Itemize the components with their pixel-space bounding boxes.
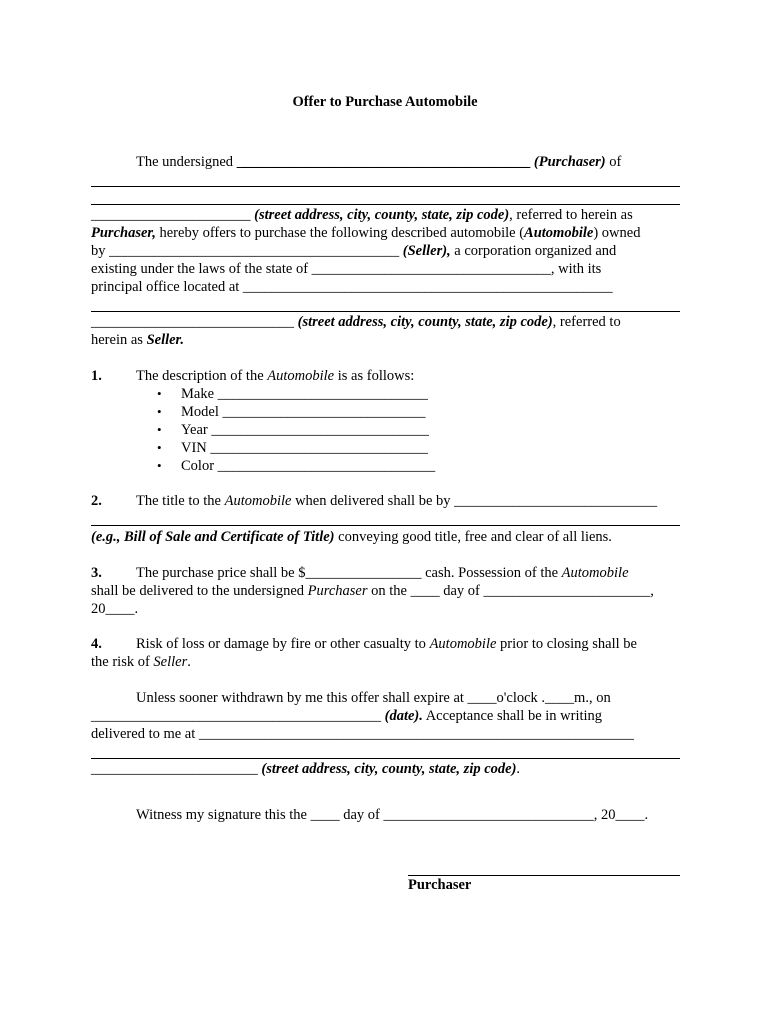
address-hint: (street address, city, county, state, zip code) [254, 207, 510, 223]
section-2-line-1 [91, 492, 657, 510]
seller-label: (Seller), [402, 243, 451, 259]
section-1-suffix: is as follows: [334, 368, 415, 384]
title-method-line[interactable] [91, 525, 680, 526]
section-4-number: 4. [91, 636, 102, 652]
offer-text: hereby offers to purchase the following described automobile ( [155, 225, 525, 241]
delivery-date-field[interactable]: on the ____ day of _______________________, [367, 583, 654, 599]
bullet-icon: • [157, 458, 162, 473]
purchaser-term: Purchaser, [91, 225, 156, 241]
seller-term: Seller. [146, 332, 185, 348]
herein-text: herein as [91, 332, 147, 348]
seller-address-line[interactable] [91, 311, 680, 312]
risk-text: Risk of loss or damage by fire or other casualty to [136, 636, 430, 652]
signature-line[interactable] [408, 875, 680, 876]
section-2-line-3 [91, 528, 612, 546]
intro-line-6 [91, 242, 616, 260]
acceptance-text: Acceptance shall be in writing [422, 708, 603, 724]
delivered-text: shall be delivered to the undersigned [91, 583, 308, 599]
section-4-automobile: Automobile [429, 636, 497, 652]
expiry-field[interactable]: Unless sooner withdrawn by me this offer shall expire at ____o'clock .____m., on [136, 690, 611, 706]
bullet-icon: • [157, 440, 162, 455]
intro-of: of [609, 154, 622, 170]
bullet-icon: • [157, 422, 162, 437]
seller-address-row [91, 313, 621, 331]
list-item-year[interactable] [157, 421, 429, 439]
section-3-purchaser: Purchaser [307, 583, 368, 599]
section-1-heading [91, 367, 414, 385]
purchaser-address-line-2[interactable] [91, 204, 680, 205]
automobile-term: Automobile [524, 225, 594, 241]
section-1-automobile: Automobile [267, 368, 335, 384]
purchaser-address-line-1[interactable] [91, 186, 680, 187]
year-field[interactable]: Year ______________________________ [181, 422, 429, 438]
bullet-icon: • [157, 404, 162, 419]
make-field[interactable]: Make _____________________________ [181, 386, 428, 402]
section-3-automobile: Automobile [561, 565, 629, 581]
document-title: Offer to Purchase Automobile [292, 94, 478, 110]
expiry-date-field[interactable]: ________________________________________ [91, 708, 385, 724]
section-4-line-2 [91, 653, 191, 671]
date-label: (date). [384, 708, 423, 724]
risk-of-text: the risk of [91, 654, 154, 670]
herein-seller-line [91, 331, 184, 349]
section-4-seller: Seller [153, 654, 188, 670]
section-3-line-1 [91, 564, 629, 582]
section-4-line-1 [91, 635, 637, 653]
section-3-line-2 [91, 582, 654, 600]
color-field[interactable]: Color ______________________________ [181, 458, 436, 474]
intro-line-4 [91, 206, 633, 224]
vin-field[interactable]: VIN ______________________________ [181, 440, 428, 456]
state-line[interactable]: existing under the laws of the state of _________________________________, with its [91, 261, 602, 277]
title-method-field[interactable]: when delivered shall be by ____________________________ [291, 493, 658, 509]
intro-line-1 [136, 153, 621, 171]
section-4-period: . [187, 654, 191, 670]
section-2-number: 2. [91, 493, 102, 509]
seller-address-field[interactable]: ____________________________ [91, 314, 294, 330]
liens-text: conveying good title, free and clear of all liens. [334, 529, 612, 545]
delivery-year-field[interactable]: 20____. [91, 601, 139, 617]
delivery-address-field-2[interactable]: _______________________ [91, 761, 262, 777]
section-2-text: The title to the [136, 493, 225, 509]
list-item-make[interactable] [157, 385, 428, 403]
witness-line[interactable]: Witness my signature this the ____ day of _____________________________, 20____. [136, 807, 649, 823]
list-item-model[interactable] [157, 403, 425, 421]
period: . [516, 761, 521, 777]
seller-referred-text: , referred to [552, 314, 621, 330]
referred-text: , referred to herein as [509, 207, 633, 223]
corp-text: a corporation organized and [450, 243, 617, 259]
model-field[interactable]: Model ____________________________ [181, 404, 426, 420]
closing-text: prior to closing shall be [496, 636, 637, 652]
withdrawal-line-2 [91, 707, 602, 725]
seller-name-field[interactable]: by ________________________________________ [91, 243, 400, 259]
list-item-color[interactable] [157, 457, 435, 475]
signature-label: Purchaser [408, 877, 472, 893]
section-1-text: The description of the [136, 368, 268, 384]
purchaser-address-field[interactable]: ______________________ [91, 207, 251, 223]
seller-address-hint: (street address, city, county, state, zip code) [297, 314, 553, 330]
intro-line-5 [91, 224, 640, 242]
list-item-vin[interactable] [157, 439, 428, 457]
delivery-address-field[interactable]: delivered to me at ____________________________________________________________ [91, 726, 634, 742]
delivery-address-line[interactable] [91, 758, 680, 759]
purchaser-label: (Purchaser) [533, 154, 606, 170]
eg-text: (e.g., Bill of Sale and Certificate of Title) [91, 529, 335, 545]
owned-text: ) owned [593, 225, 641, 241]
purchaser-name-field[interactable]: ________________________________________ [240, 154, 531, 170]
section-3-number: 3. [91, 565, 102, 581]
section-2-automobile: Automobile [224, 493, 292, 509]
price-field[interactable]: The purchase price shall be $________________ cash. Possession of the [136, 565, 562, 581]
withdrawal-line-5 [91, 760, 520, 778]
intro-prefix: The undersigned [136, 154, 234, 170]
section-1-number: 1. [91, 368, 102, 384]
delivery-address-hint: (street address, city, county, state, zip code) [261, 761, 517, 777]
principal-office-line[interactable]: principal office located at ___________________________________________________ [91, 279, 613, 295]
bullet-icon: • [157, 386, 162, 401]
